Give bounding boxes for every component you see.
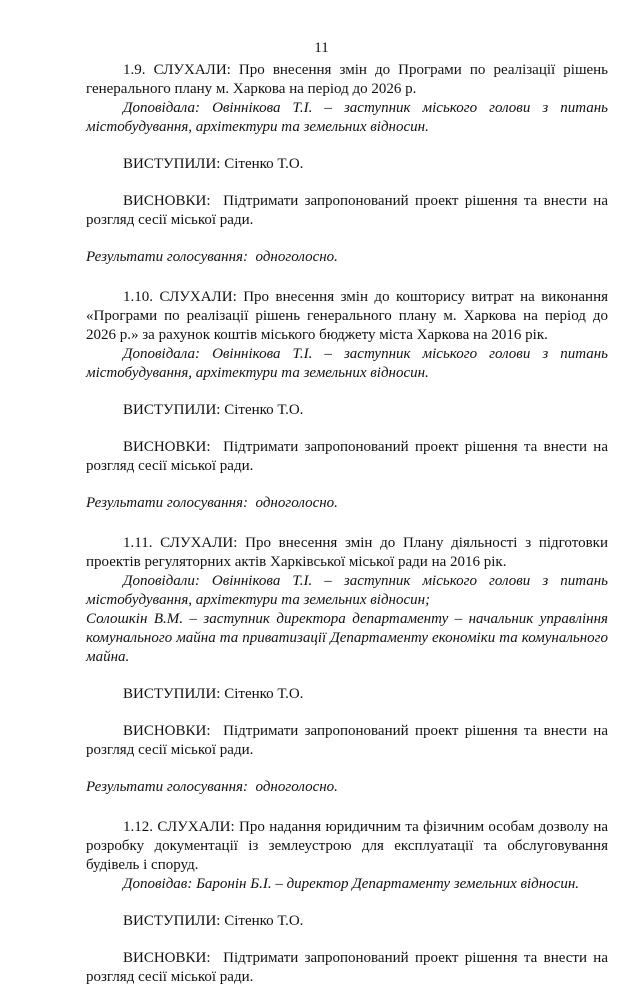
heard-heading: 1.11. СЛУХАЛИ: xyxy=(123,535,238,551)
heard-text: Про внесення змін до Плану діяльності з підготовки проектів регуляторних актів Харківської міської ради на 2016 рік. xyxy=(86,535,608,570)
agenda-item-1-10 xyxy=(86,288,608,513)
spoke-label: ВИСТУПИЛИ: xyxy=(123,156,221,172)
page-number: 11 xyxy=(314,40,329,56)
speaker-label: Доповідала: xyxy=(123,346,201,362)
speaker-paragraph xyxy=(86,345,608,383)
conclusion-paragraph xyxy=(86,949,608,987)
speaker-text: Овіннікова Т.І. – заступник міського голови з питань містобудування, архітектури та земельних відносин; xyxy=(86,573,608,608)
conclusion-paragraph xyxy=(86,192,608,230)
spoke-paragraph xyxy=(86,685,608,704)
conclusion-paragraph xyxy=(86,722,608,760)
agenda-item-1-12 xyxy=(86,818,608,987)
spoke-paragraph xyxy=(86,401,608,420)
speaker-text: Баронін Б.І. – директор Департаменту земельних відносин. xyxy=(196,876,580,892)
conclusion-label: ВИСНОВКИ: xyxy=(123,950,211,966)
heard-text: Про внесення змін до кошторису витрат на виконання «Програми по реалізації рішень генерального плану м. Харкова на період до 2026 р.» за рахунок коштів міського бюджету міста Харкова на 2016 рік. xyxy=(86,289,608,343)
heard-paragraph xyxy=(86,61,608,99)
speaker-label: Доповідала: xyxy=(123,100,201,116)
speaker-label: Доповідали: xyxy=(123,573,200,589)
heard-heading: 1.9. СЛУХАЛИ: xyxy=(123,62,231,78)
heard-paragraph xyxy=(86,288,608,345)
vote-label: Результати голосування: xyxy=(86,495,249,511)
conclusion-text: Підтримати запропонований проект рішення та внести на розгляд сесії міської ради. xyxy=(86,950,608,985)
vote-result: одноголосно. xyxy=(255,249,338,265)
spoke-paragraph xyxy=(86,155,608,174)
vote-label: Результати голосування: xyxy=(86,779,249,795)
heard-paragraph xyxy=(86,534,608,572)
conclusion-text: Підтримати запропонований проект рішення та внести на розгляд сесії міської ради. xyxy=(86,439,608,474)
spoke-text: Сітенко Т.О. xyxy=(224,402,304,418)
vote-result: одноголосно. xyxy=(255,495,338,511)
heard-heading: 1.12. СЛУХАЛИ: xyxy=(123,819,235,835)
spoke-label: ВИСТУПИЛИ: xyxy=(123,686,221,702)
spoke-paragraph xyxy=(86,912,608,931)
conclusion-paragraph xyxy=(86,438,608,476)
page-content xyxy=(86,61,608,987)
spoke-label: ВИСТУПИЛИ: xyxy=(123,402,221,418)
vote-paragraph xyxy=(86,778,608,797)
speaker-text: Овіннікова Т.І. – заступник міського голови з питань містобудування, архітектури та земельних відносин. xyxy=(86,100,609,135)
spoke-label: ВИСТУПИЛИ: xyxy=(123,913,221,929)
spoke-text: Сітенко Т.О. xyxy=(224,156,304,172)
heard-text: Про надання юридичним та фізичним особам дозволу на розробку документації із землеустрою для експлуатації та обслуговування будівель і споруд. xyxy=(86,819,608,873)
heard-paragraph xyxy=(86,818,608,875)
vote-paragraph xyxy=(86,494,608,513)
conclusion-text: Підтримати запропонований проект рішення та внести на розгляд сесії міської ради. xyxy=(86,723,608,758)
conclusion-label: ВИСНОВКИ: xyxy=(123,193,211,209)
conclusion-label: ВИСНОВКИ: xyxy=(123,723,211,739)
agenda-item-1-9 xyxy=(86,61,608,267)
conclusion-label: ВИСНОВКИ: xyxy=(123,439,211,455)
speaker-text: Овіннікова Т.І. – заступник міського голови з питань містобудування, архітектури та земельних відносин. xyxy=(86,346,609,381)
speaker-label: Доповідав: xyxy=(123,876,193,892)
speaker-extra-paragraph: Солошкін В.М. – заступник директора департаменту – начальник управління комунального майна та приватизації Департаменту економіки та комунального майна. xyxy=(86,611,608,665)
agenda-item-1-11 xyxy=(86,534,608,797)
vote-result: одноголосно. xyxy=(255,779,338,795)
spoke-text: Сітенко Т.О. xyxy=(224,913,304,929)
heard-heading: 1.10. СЛУХАЛИ: xyxy=(123,289,237,305)
speaker-paragraph xyxy=(86,572,608,610)
vote-paragraph xyxy=(86,248,608,267)
speaker-paragraph xyxy=(86,875,608,894)
vote-label: Результати голосування: xyxy=(86,249,249,265)
heard-text: Про внесення змін до Програми по реалізації рішень генерального плану м. Харкова на період до 2026 р. xyxy=(86,62,609,97)
speaker-paragraph xyxy=(86,99,608,137)
spoke-text: Сітенко Т.О. xyxy=(224,686,304,702)
conclusion-text: Підтримати запропонований проект рішення та внести на розгляд сесії міської ради. xyxy=(86,193,608,228)
